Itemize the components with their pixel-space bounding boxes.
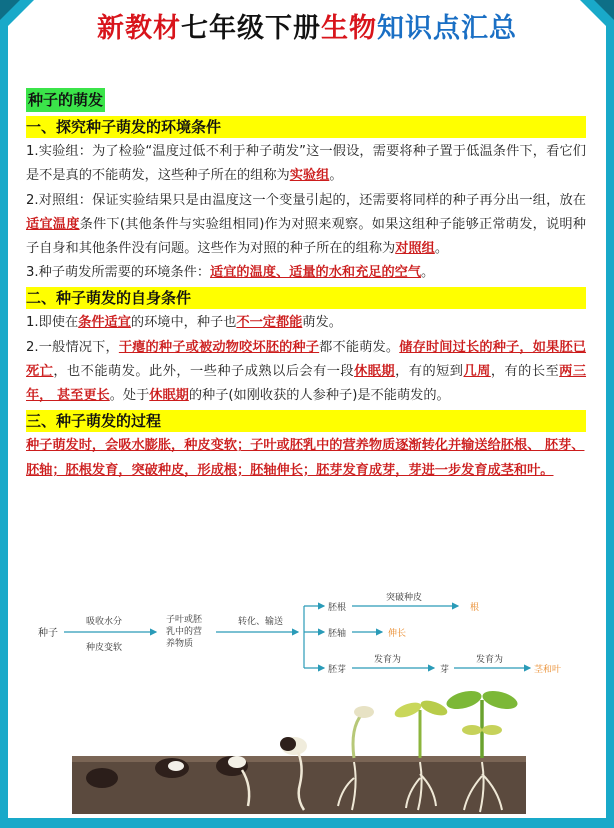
frame-bottom — [0, 818, 614, 828]
text-run: 条件下(其他条件与实验组相同)作为对照来观察。如果这组种子能够正常萌发，说明种 子自身和其他条件没有问题。这些作为对照的种子所在的组称为 — [26, 216, 586, 257]
page-title — [0, 6, 614, 45]
title-part-2: 七年级下册 — [181, 13, 321, 44]
text-run: 2.对照组：保证实验结果只是由温度这一个变量引起的，还需要将同样的种子再分出一组，放在 — [26, 192, 586, 208]
text-run: 2.一般情况下， — [26, 339, 119, 355]
title-part-3: 生物 — [321, 13, 377, 44]
seed-stage-1 — [86, 768, 118, 788]
leaf-stage-7-left — [445, 688, 484, 712]
keyword-conditions: 适宜的温度、适量的水和充足的空气 — [210, 265, 422, 281]
keyword-suitable-conditions: 条件适宜 — [78, 315, 131, 331]
cotyledon-stage-7-right — [482, 725, 502, 735]
section2-heading: 二、种子萌发的自身条件 — [26, 287, 586, 309]
diagram-coat: 种皮变软 — [86, 643, 123, 653]
section3-process-text: 种子萌发时，会吸水膨胀，种皮变软；子叶或胚乳中的营养物质逐渐转化并输送给胚根、 胚芽、胚轴；胚根发育，突破种皮，形成根；胚轴伸长；胚芽发育成芽，芽进一步发育成茎和叶。 — [26, 438, 585, 478]
text-run: 。 — [421, 265, 435, 281]
cotyledon-stage-5 — [354, 706, 374, 718]
keyword-dormancy-2: 休眠期 — [149, 388, 189, 404]
diagram-plumule: 胚芽 — [328, 665, 347, 675]
seed-stage-3-inner — [228, 756, 246, 768]
diagram-bud: 芽 — [440, 665, 450, 675]
text-run: ，也不能萌发。此外，一些种子成熟以后会有一段 — [53, 363, 355, 379]
text-run: 萌发。 — [302, 315, 342, 331]
leaf-stage-6-right — [419, 698, 449, 719]
germination-stages-illustration — [72, 688, 526, 814]
section2-paragraph-1 — [26, 311, 586, 335]
text-run: 的种子(如刚收获的人参种子)是不能萌发的。 — [188, 388, 450, 404]
diagram-transform: 转化、输送 — [238, 617, 284, 627]
section1-paragraph-2 — [26, 189, 586, 262]
diagram-radicle: 胚根 — [328, 603, 347, 613]
text-run: 都不能萌发。 — [319, 339, 400, 355]
text-run: 。处于 — [109, 388, 150, 404]
diagram-nutrient-3: 养物质 — [166, 639, 194, 649]
section1-heading: 一、探究种子萌发的环境条件 — [26, 116, 586, 138]
title-part-1: 新教材 — [97, 13, 181, 44]
keyword-weeks: 几周 — [463, 363, 491, 379]
seed-coat-crack — [168, 761, 184, 771]
seed-stage-4-coat — [280, 737, 296, 751]
main-content — [26, 88, 586, 483]
keyword-experimental-group: 实验组 — [289, 168, 330, 184]
keyword-control-group: 对照组 — [395, 241, 435, 257]
diagram-root: 根 — [470, 603, 480, 613]
frame-left — [0, 0, 8, 828]
title-part-4: 知识点汇总 — [377, 13, 517, 44]
diagram-break: 突破种皮 — [386, 593, 423, 603]
section3-heading: 三、种子萌发的过程 — [26, 410, 586, 432]
section1-paragraph-1 — [26, 140, 586, 188]
text-run: 。 — [434, 241, 448, 257]
stem-stage-5 — [353, 714, 362, 758]
diagram-seed: 种子 — [38, 628, 58, 639]
keyword-damaged-seeds: 干瘪的种子或被动物咬坏胚的种子 — [118, 339, 320, 355]
text-run: 。 — [329, 168, 343, 184]
keyword-not-necessarily: 不一定都能 — [236, 315, 303, 331]
diagram-develop-2: 发育为 — [476, 655, 504, 665]
diagram-absorb: 吸收水分 — [86, 617, 123, 627]
diagram-hypocotyl: 胚轴 — [328, 629, 347, 639]
text-run: 3.种子萌发所需要的环境条件： — [26, 265, 211, 281]
diagram-elongate: 伸长 — [388, 629, 407, 639]
keyword-years: 两三年， 甚至更长 — [26, 363, 587, 404]
diagram-develop-1: 发育为 — [374, 655, 402, 665]
frame-right — [606, 0, 614, 828]
text-run: ，有的短到 — [395, 363, 464, 379]
diagram-stem-leaf: 茎和叶 — [534, 665, 562, 675]
cotyledon-stage-7-left — [462, 725, 482, 735]
section-main-heading: 种子的萌发 — [26, 88, 105, 112]
section1-paragraph-3 — [26, 261, 586, 285]
keyword-suitable-temperature: 适宜温度 — [26, 216, 80, 232]
keyword-dormancy: 休眠期 — [354, 363, 396, 379]
diagram-nutrient-1: 子叶或胚 — [166, 615, 203, 625]
text-run: 1.实验组：为了检验“温度过低不利于种子萌发”这一假设，需要将种子置于低温条件下，看它们是不是真的不能萌发，这些种子所在的组称为 — [26, 144, 586, 184]
keyword-dead-embryo: 储存时间过长的种子，如果胚已死亡 — [26, 339, 587, 379]
leaf-stage-7-right — [481, 688, 520, 712]
germination-flow-diagram — [30, 588, 590, 682]
text-run: 的环境中，种子也 — [130, 315, 237, 331]
section2-paragraph-2 — [26, 336, 586, 409]
text-run: ，有的长至 — [490, 363, 560, 379]
diagram-nutrient-2: 乳中的营 — [166, 627, 203, 637]
text-run: 1.即使在 — [26, 315, 79, 331]
